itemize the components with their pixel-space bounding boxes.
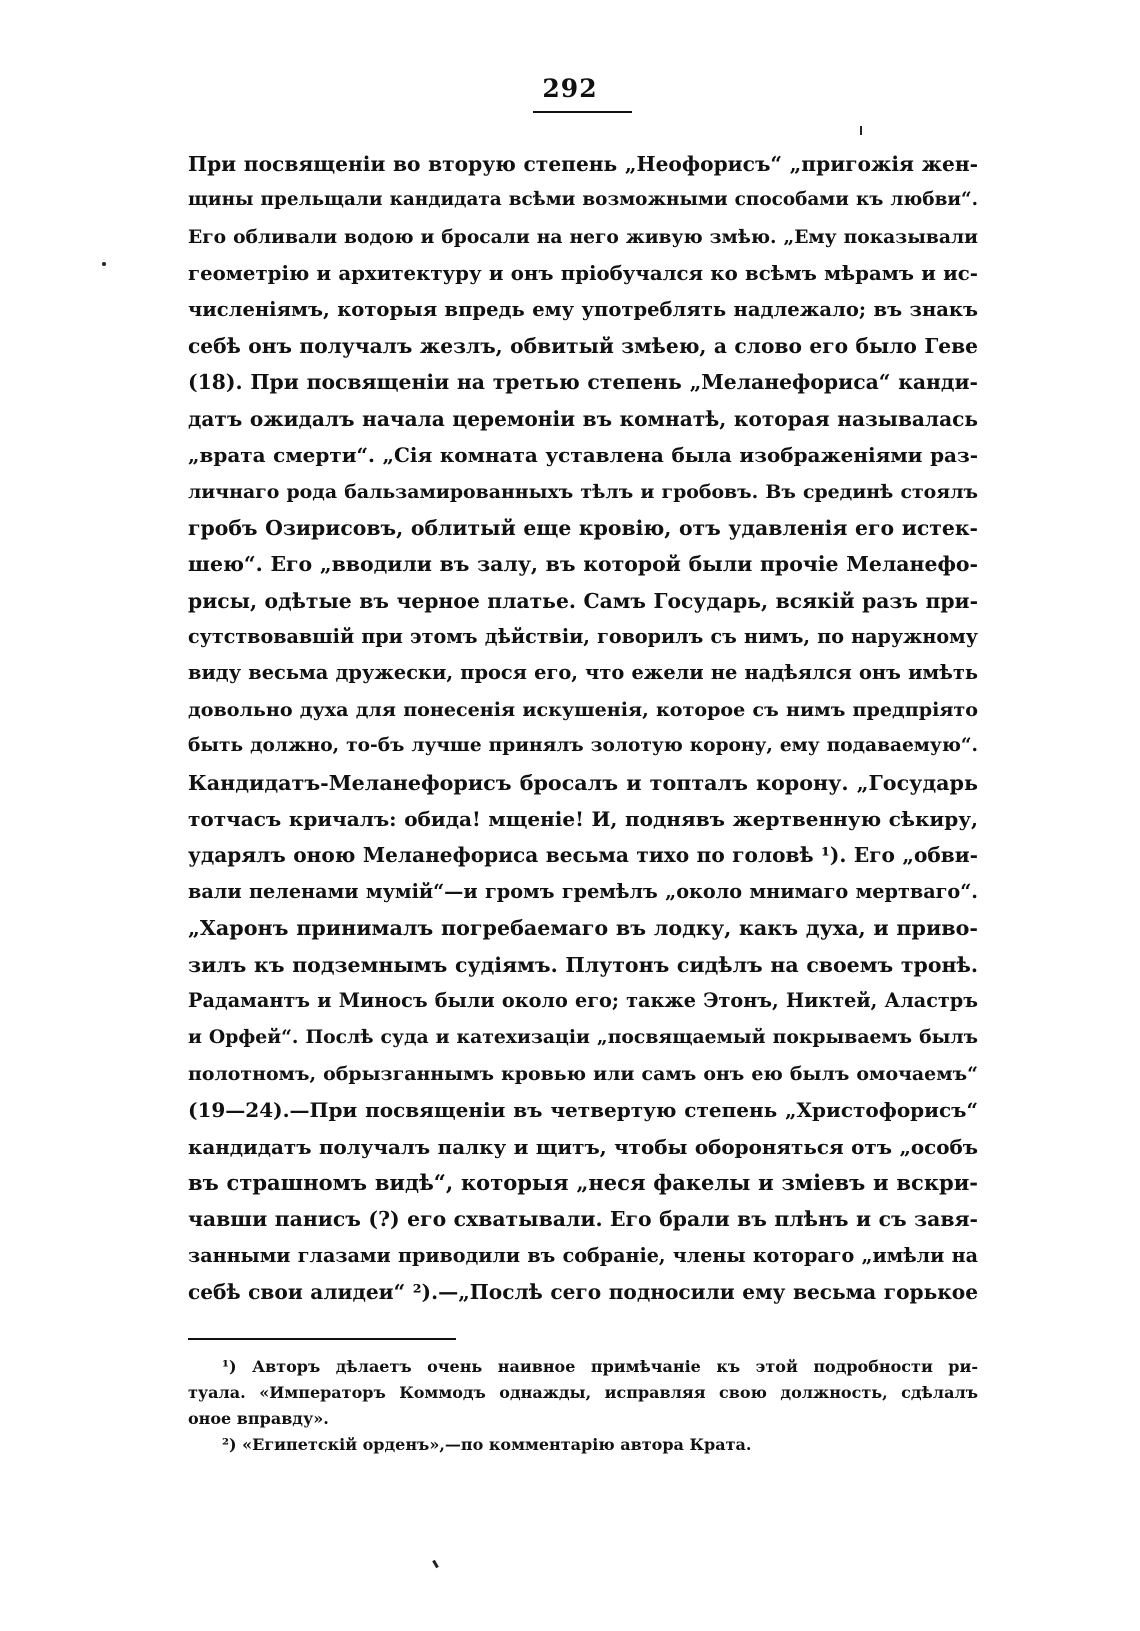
text-line: быть должно, то-бъ лучше принялъ золотую корону, ему подаваемую“. — [188, 735, 978, 757]
text-line: чавши панисъ (?) его схватывали. Его брали въ плѣнъ и съ завя- — [188, 1207, 978, 1232]
print-speck — [432, 1560, 439, 1568]
text-line: щины прельщали кандидата всѣми возможными способами къ любви“. — [188, 189, 978, 211]
footnote-line: ¹) Авторъ дѣлаетъ очень наивное примѣчаніе къ этой подробности ри- — [222, 1357, 978, 1376]
text-line: занными глазами приводили въ собраніе, члены котораго „имѣли на — [188, 1243, 978, 1267]
text-line: тотчасъ кричалъ: обида! мщеніе! И, поднявъ жертвенную сѣкиру, — [188, 807, 978, 832]
text-line: „Харонъ принималъ погребаемаго въ лодку, какъ духа, и приво- — [188, 916, 978, 941]
text-line: При посвященіи во вторую степень „Неофорисъ“ „пригожія жен- — [188, 152, 978, 176]
page-number: 292 — [542, 74, 598, 103]
text-line: сутствовавшій при этомъ дѣйствіи, говорилъ съ нимъ, по наружному — [188, 625, 978, 649]
print-speck — [860, 126, 862, 135]
text-line: „врата смерти“. „Сія комната уставлена была изображеніями раз- — [188, 443, 978, 468]
footnote-line: ²) «Египетскій орденъ»,—по комментарію автора Крата. — [222, 1435, 752, 1454]
text-line: виду весьма дружески, прося его, что ежели не надѣялся онъ имѣть — [188, 661, 978, 685]
body-text — [188, 146, 978, 1311]
text-line: (18). При посвященіи на третью степень „Меланефориса“ канди- — [188, 370, 978, 395]
text-line: зилъ къ подземнымъ судіямъ. Плутонъ сидѣлъ на своемъ тронѣ. — [188, 952, 978, 977]
text-line: численіямъ, которыя впредь ему употреблять надлежало; въ знакъ — [188, 297, 978, 321]
page-number-underline — [533, 111, 632, 113]
text-line: шею“. Его „вводили въ залу, въ которой были прочіе Меланефо- — [188, 552, 978, 577]
text-line: Кандидатъ-Меланефорисъ бросалъ и топталъ корону. „Государь — [188, 770, 978, 795]
text-line: датъ ожидалъ начала церемоніи въ комнатѣ, которая называлась — [188, 406, 978, 431]
print-speck — [102, 262, 106, 266]
text-line: и Орфей“. Послѣ суда и катехизаціи „посвящаемый покрываемъ былъ — [188, 1026, 978, 1049]
footnotes — [188, 1354, 978, 1458]
text-line: Радамантъ и Миносъ были около его; также Этонъ, Никтей, Аластръ — [188, 988, 978, 1012]
text-line: въ страшномъ видѣ“, которыя „неся факелы и зміевъ и вскри- — [188, 1169, 978, 1195]
text-line: геометрію и архитектуру и онъ пріобучался ко всѣмъ мѣрамъ и ис- — [188, 261, 978, 286]
text-line: полотномъ, обрызганнымъ кровью или самъ онъ ею былъ омочаемъ“ — [188, 1062, 978, 1085]
text-line: ударялъ оною Меланефориса весьма тихо по головѣ ¹). Его „обви- — [188, 843, 978, 868]
text-line: (19—24).—При посвященіи въ четвертую степень „Христофорисъ“ — [188, 1098, 978, 1123]
text-line: рисы, одѣтые въ черное платье. Самъ Государь, всякій разъ при- — [188, 588, 978, 613]
text-line: Его обливали водою и бросали на него живую змѣю. „Ему показывали — [188, 225, 978, 248]
footnote-separator — [188, 1338, 456, 1340]
text-line: себѣ свои алидеи“ ²).—„Послѣ сего подносили ему весьма горькое — [188, 1280, 978, 1305]
footnote-line: оное вправду». — [188, 1409, 329, 1428]
text-line: личнаго рода бальзамированныхъ тѣлъ и гробовъ. Въ срединѣ стоялъ — [188, 480, 978, 503]
text-line: кандидатъ получалъ палку и щитъ, чтобы обороняться отъ „особъ — [188, 1134, 978, 1159]
text-line: гробъ Озирисовъ, облитый еще кровію, отъ удавленія его истек- — [188, 515, 978, 540]
text-line: довольно духа для понесенія искушенія, которое съ нимъ предпріято — [188, 697, 978, 721]
footnote-line: туала. «Императоръ Коммодъ однажды, исправляя свою должность, сдѣлалъ — [188, 1383, 978, 1402]
text-line: себѣ онъ получалъ жезлъ, обвитый змѣею, а слово его было Геве — [188, 333, 978, 358]
text-line: вали пеленами мумій“—и громъ гремѣлъ „около мнимаго мертваго“. — [188, 879, 978, 903]
